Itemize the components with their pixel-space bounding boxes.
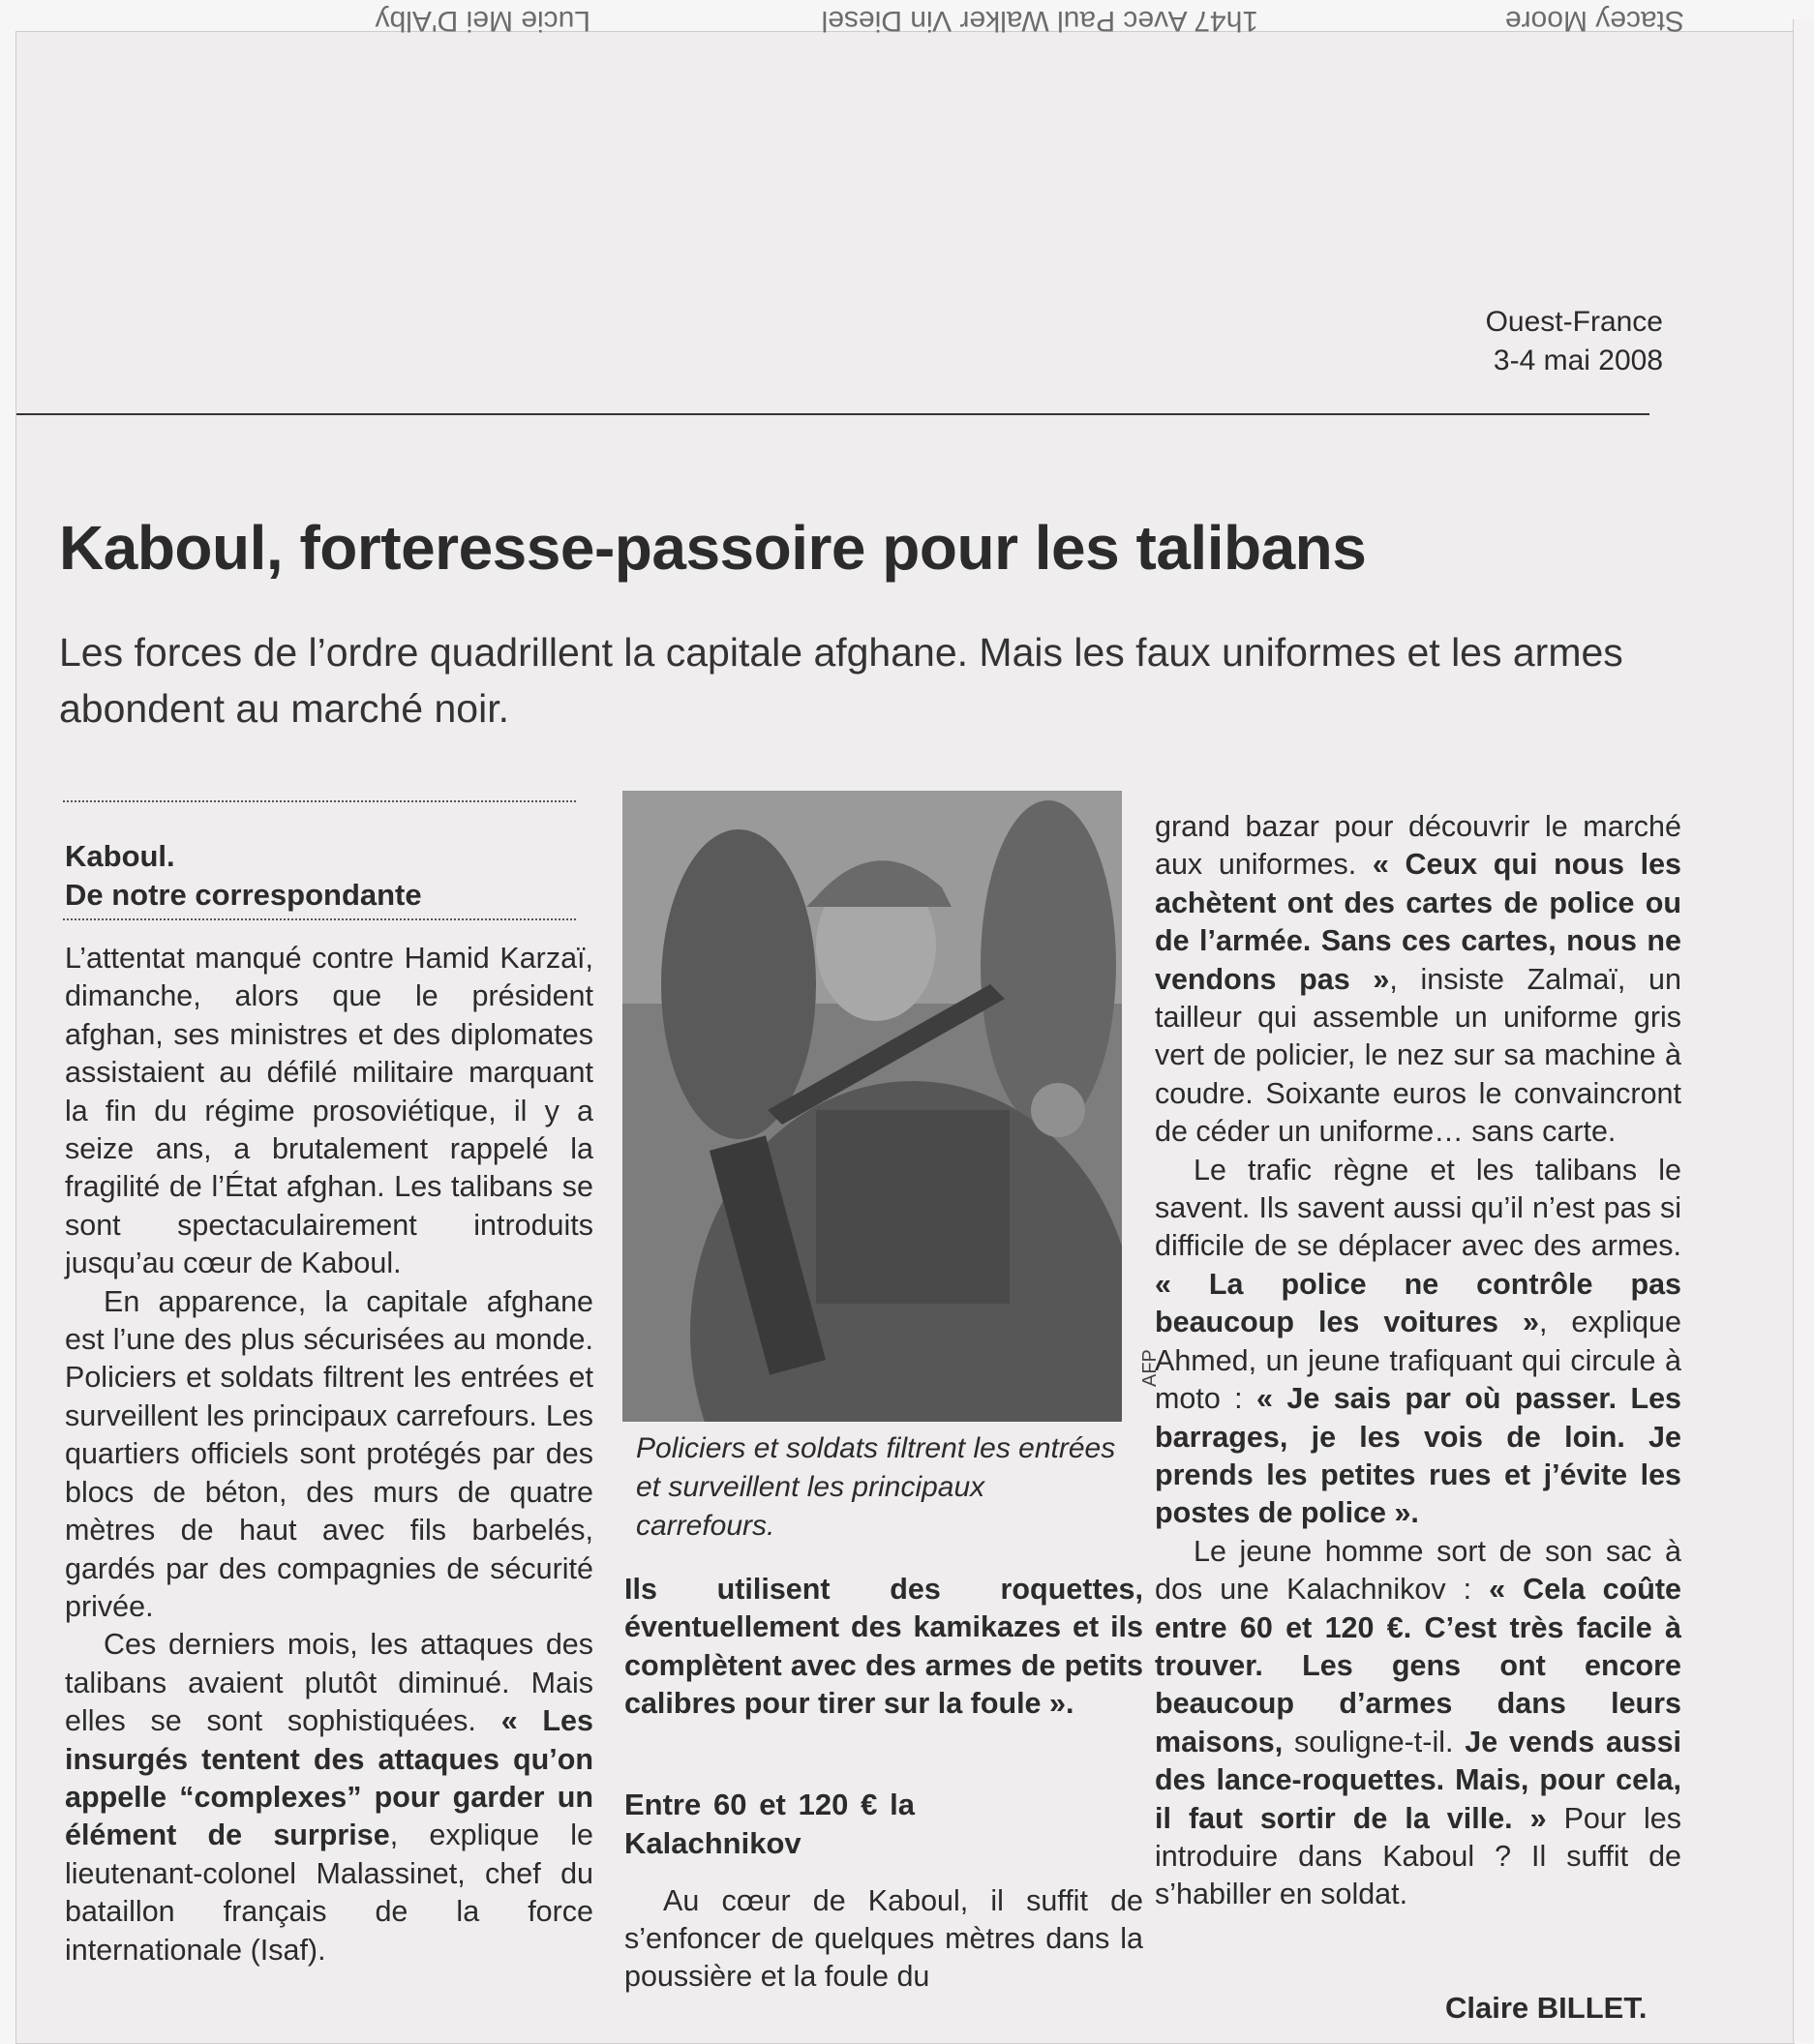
mirrored-snippet: 1h47 Avec Paul Walker Vin Diesel — [821, 5, 1258, 37]
paragraph-text: , explique Ahmed, un jeune trafiquant qui circule à moto : — [1155, 1306, 1681, 1416]
quote-text: « Je sais par où passer. Les barrages, je les vois de loin. Je prends les petites rues et j’évite les postes de police ». — [1155, 1382, 1681, 1530]
paragraph-text: Pour les introduire dans Kaboul ? Il suffit de s’habiller en soldat. — [1155, 1801, 1681, 1911]
byline-rule-top — [63, 800, 576, 802]
paragraph — [1155, 808, 1681, 1152]
photo-caption: Policiers et soldats filtrent les entrées et surveillent les principaux carrefours. — [636, 1432, 1116, 1542]
byline — [65, 837, 422, 915]
publication-date: 3-4 mai 2008 — [1493, 345, 1663, 376]
paragraph: En apparence, la capitale afghane est l’une des plus sécurisées au monde. Policiers et soldats filtrent les entrées et surveillent les principaux carrefours. Les quartiers officiels sont protégés par des blocs de béton, des murs de quatre mètres de haut avec fils barbelés, gardés par des compagnies de sécurité privée. — [65, 1284, 593, 1623]
publication-name: Ouest-France — [1485, 306, 1663, 338]
bleed-through-text — [984, 322, 1009, 422]
mirrored-snippet: Stacey Moore — [1504, 5, 1684, 37]
byline-rule-bottom — [63, 918, 576, 920]
column-1 — [65, 940, 593, 1969]
paragraph-text: Ces derniers mois, les attaques des talibans avaient plutôt diminué. Mais elles se sont sophistiquées. — [65, 1628, 593, 1738]
mirrored-snippet: Lucie Mei D'Alby — [375, 5, 590, 37]
source-block — [1486, 303, 1663, 380]
paragraph — [1155, 1533, 1681, 1914]
paragraph-text: Le jeune homme sort de son sac à dos une Kalachnikov : — [1155, 1534, 1681, 1607]
quote-continuation: Ils utilisent des roquettes, éventuellement des kamikazes et ils complètent avec des armes de petits calibres pour tirer sur la foule ». — [624, 1573, 1143, 1721]
paragraph: Au cœur de Kaboul, il suffit de s’enfoncer de quelques mètres dans la poussière et la foule du — [624, 1883, 1143, 1994]
paragraph — [1155, 1152, 1681, 1533]
mirrored-top-text — [252, 0, 1704, 39]
header-rule — [16, 413, 1649, 415]
quote-text: « La police ne contrôle pas beaucoup les voitures » — [1155, 1267, 1681, 1339]
byline-role: De notre correspondante — [65, 878, 422, 912]
byline-location: Kaboul. — [65, 839, 175, 873]
photo-credit: AFP — [1139, 1349, 1161, 1387]
intertitle: Entre 60 et 120 € la Kalachnikov — [624, 1787, 915, 1860]
quote-text: « Les insurgés tentent des attaques qu’on appelle “complexes” pour garder un élément de surprise — [65, 1704, 593, 1852]
quote-text: « Ceux qui nous les achètent ont des cartes de police ou de l’armée. Sans ces cartes, nous ne vendons pas » — [1155, 848, 1682, 996]
adjacent-page-edge — [1793, 19, 1814, 2042]
column-3 — [1155, 808, 1681, 1914]
headline: Kaboul, forteresse-passoire pour les talibans — [59, 513, 1367, 583]
subhead: Les forces de l’ordre quadrillent la capitale afghane. Mais les faux uniformes et les armes abondent au marché noir. — [59, 630, 1623, 731]
paragraph-text: Le trafic règne et les talibans le savent. Ils savent aussi qu’il n’est pas si difficile de se déplacer avec des armes. — [1155, 1153, 1681, 1263]
paragraph-text: , explique le lieutenant-colonel Malassinet, chef du bataillon français de la force internationale (Isaf). — [65, 1819, 594, 1967]
photo-soldier — [622, 791, 1122, 1422]
newspaper-clipping — [15, 31, 1795, 2044]
paragraph: L’attentat manqué contre Hamid Karzaï, dimanche, alors que le président afghan, ses ministres et des diplomates assistaient au défilé militaire marquant la fin du régime prosoviétique, il y a seize ans, a brutalement rappelé la fragilité de l’État afghan. Les talibans se sont spectaculairement introduits jusqu’au cœur de Kaboul. — [65, 942, 593, 1280]
quote-text: « Cela coûte entre 60 et 120 €. C’est très facile à trouver. Les gens ont encore beaucoup d’armes dans leurs maisons, — [1155, 1573, 1681, 1758]
quote-text: Je vends aussi des lance-roquettes. Mais, pour cela, il faut sortir de la ville. » — [1155, 1725, 1681, 1835]
paragraph-text: grand bazar pour découvrir le marché aux uniformes. — [1155, 810, 1681, 882]
column-2 — [624, 1571, 1143, 1997]
author-signature: Claire BILLET. — [1445, 1991, 1648, 2025]
paragraph-text: , insiste Zalmaï, un tailleur qui assemble un uniforme gris vert de policier, le nez sur sa machine à coudre. Soixante euros le convaincront de céder un uniforme… sans carte. — [1155, 962, 1681, 1149]
paragraph-text: souligne-t-il. — [1283, 1725, 1466, 1758]
paragraph — [65, 1626, 593, 1969]
